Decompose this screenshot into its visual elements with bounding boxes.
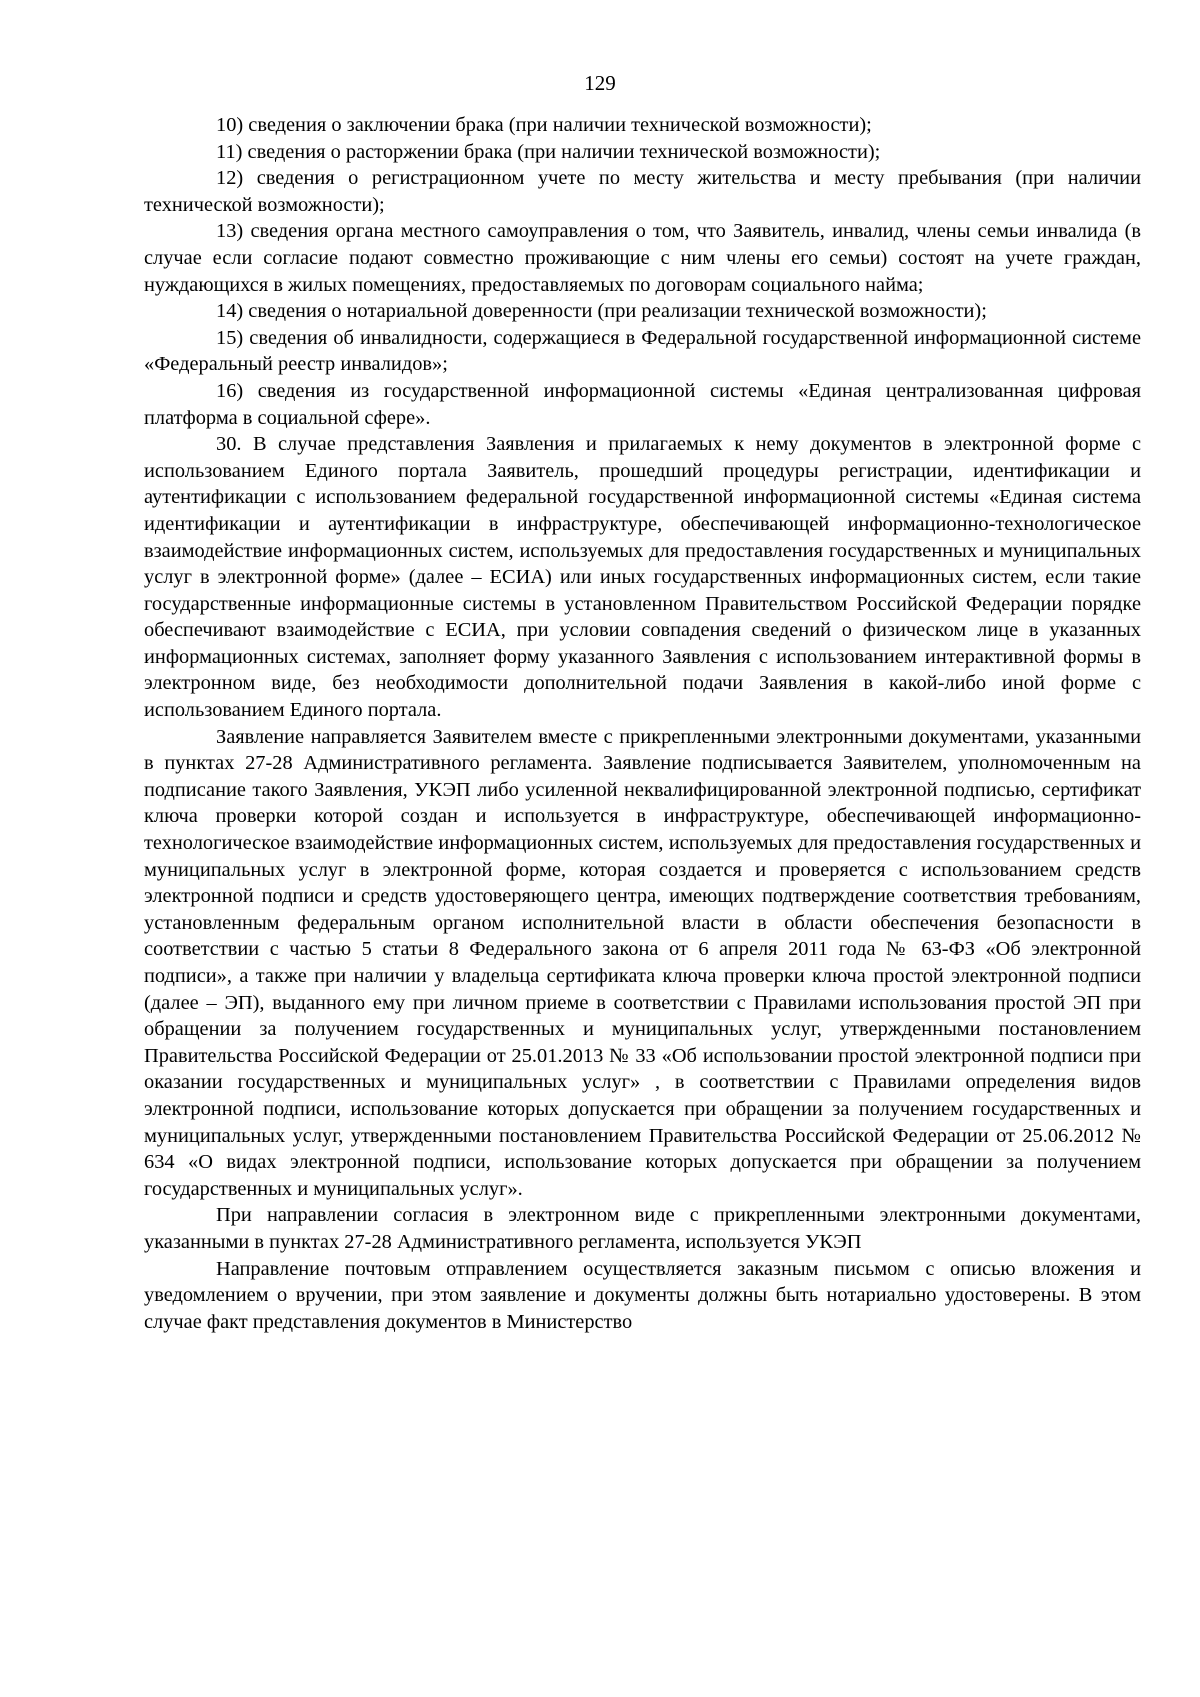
consent-electronic-paragraph: При направлении согласия в электронном виде с прикрепленными электронными документами, указанными в пунктах 27-28 Административного регламента, используется УКЭП bbox=[144, 1204, 1141, 1253]
list-item-11: 11) сведения о расторжении брака (при наличии технической возможности); bbox=[216, 140, 881, 163]
list-item-15: 15) сведения об инвалидности, содержащиеся в Федеральной государственной информационной системе «Федеральный реестр инвалидов»; bbox=[144, 326, 1141, 376]
document-body bbox=[144, 112, 1141, 1335]
list-item-13: 13) сведения органа местного самоуправления о том, что Заявитель, инвалид, члены семьи инвалида (в случае если согласие подают совместно проживающие с ним члены его семьи) состоят на учете граждан, нуждающихся в жилых помещениях, предоставляемых по договорам социального найма; bbox=[144, 220, 1141, 296]
page-number: 129 bbox=[584, 71, 616, 95]
application-signing-paragraph: Заявление направляется Заявителем вместе с прикрепленными электронными документами, указанными в пунктах 27-28 Административного регламента. Заявление подписывается Заявителем, уполномоченным на подписание такого Заявления, УКЭП либо усиленной неквалифицированной электронной подписью, сертификат ключа проверки которой создан и используется в инфраструктуре, обеспечивающей информационно-технологическое взаимодействие информационных систем, используемых для предоставления государственных и муниципальных услуг в электронной форме, которая создается и проверяется с использованием средств электронной подписи и средств удостоверяющего центра, имеющих подтверждение соответствия требованиям, установленным федеральным органом исполнительной власти в области обеспечения безопасности в соответствии с частью 5 статьи 8 Федерального закона от 6 апреля 2011 года № 63-ФЗ «Об электронной подписи», а также при наличии у владельца сертификата ключа проверки ключа простой электронной подписи (далее – ЭП), выданного ему при личном приеме в соответствии с Правилами использования простой ЭП при обращении за получением государственных и муниципальных услуг, утвержденными постановлением Правительства Российской Федерации от 25.01.2013 № 33 «Об использовании простой электронной подписи при оказании государственных и муниципальных услуг» , в соответствии с Правилами определения видов электронной подписи, использование которых допускается при обращении за получением государственных и муниципальных услуг, утвержденными постановлением Правительства Российской Федерации от 25.06.2012 № 634 «О видах электронной подписи, использование которых допускается при обращении за получением государственных и муниципальных услуг». bbox=[144, 725, 1141, 1200]
section-30-paragraph: 30. В случае представления Заявления и прилагаемых к нему документов в электронной форме с использованием Единого портала Заявитель, прошедший процедуры регистрации, идентификации и аутентификации с использованием федеральной государственной информационной системы «Единая система идентификации и аутентификации в инфраструктуре, обеспечивающей информационно-технологическое взаимодействие информационных систем, используемых для предоставления государственных и муниципальных услуг в электронной форме» (далее – ЕСИА) или иных государственных информационных систем, если такие государственные информационные системы в установленном Правительством Российской Федерации порядке обеспечивают взаимодействие с ЕСИА, при условии совпадения сведений о физическом лице в указанных информационных системах, заполняет форму указанного Заявления с использованием интерактивной формы в электронном виде, без необходимости дополнительной подачи Заявления в какой-либо иной форме с использованием Единого портала. bbox=[144, 433, 1141, 722]
list-item-16: 16) сведения из государственной информационной системы «Единая централизованная цифровая платформа в социальной сфере». bbox=[144, 379, 1141, 429]
list-item-12: 12) сведения о регистрационном учете по месту жительства и месту пребывания (при наличии технической возможности); bbox=[144, 167, 1141, 216]
list-item-10: 10) сведения о заключении брака (при наличии технической возможности); bbox=[216, 114, 872, 136]
postal-submission-paragraph: Направление почтовым отправлением осуществляется заказным письмом с описью вложения и уведомлением о вручении, при этом заявление и документы должны быть нотариально удостоверены. В этом случае факт представления документов в Министерство bbox=[144, 1257, 1141, 1333]
list-item-14: 14) сведения о нотариальной доверенности (при реализации технической возможности); bbox=[216, 300, 987, 323]
